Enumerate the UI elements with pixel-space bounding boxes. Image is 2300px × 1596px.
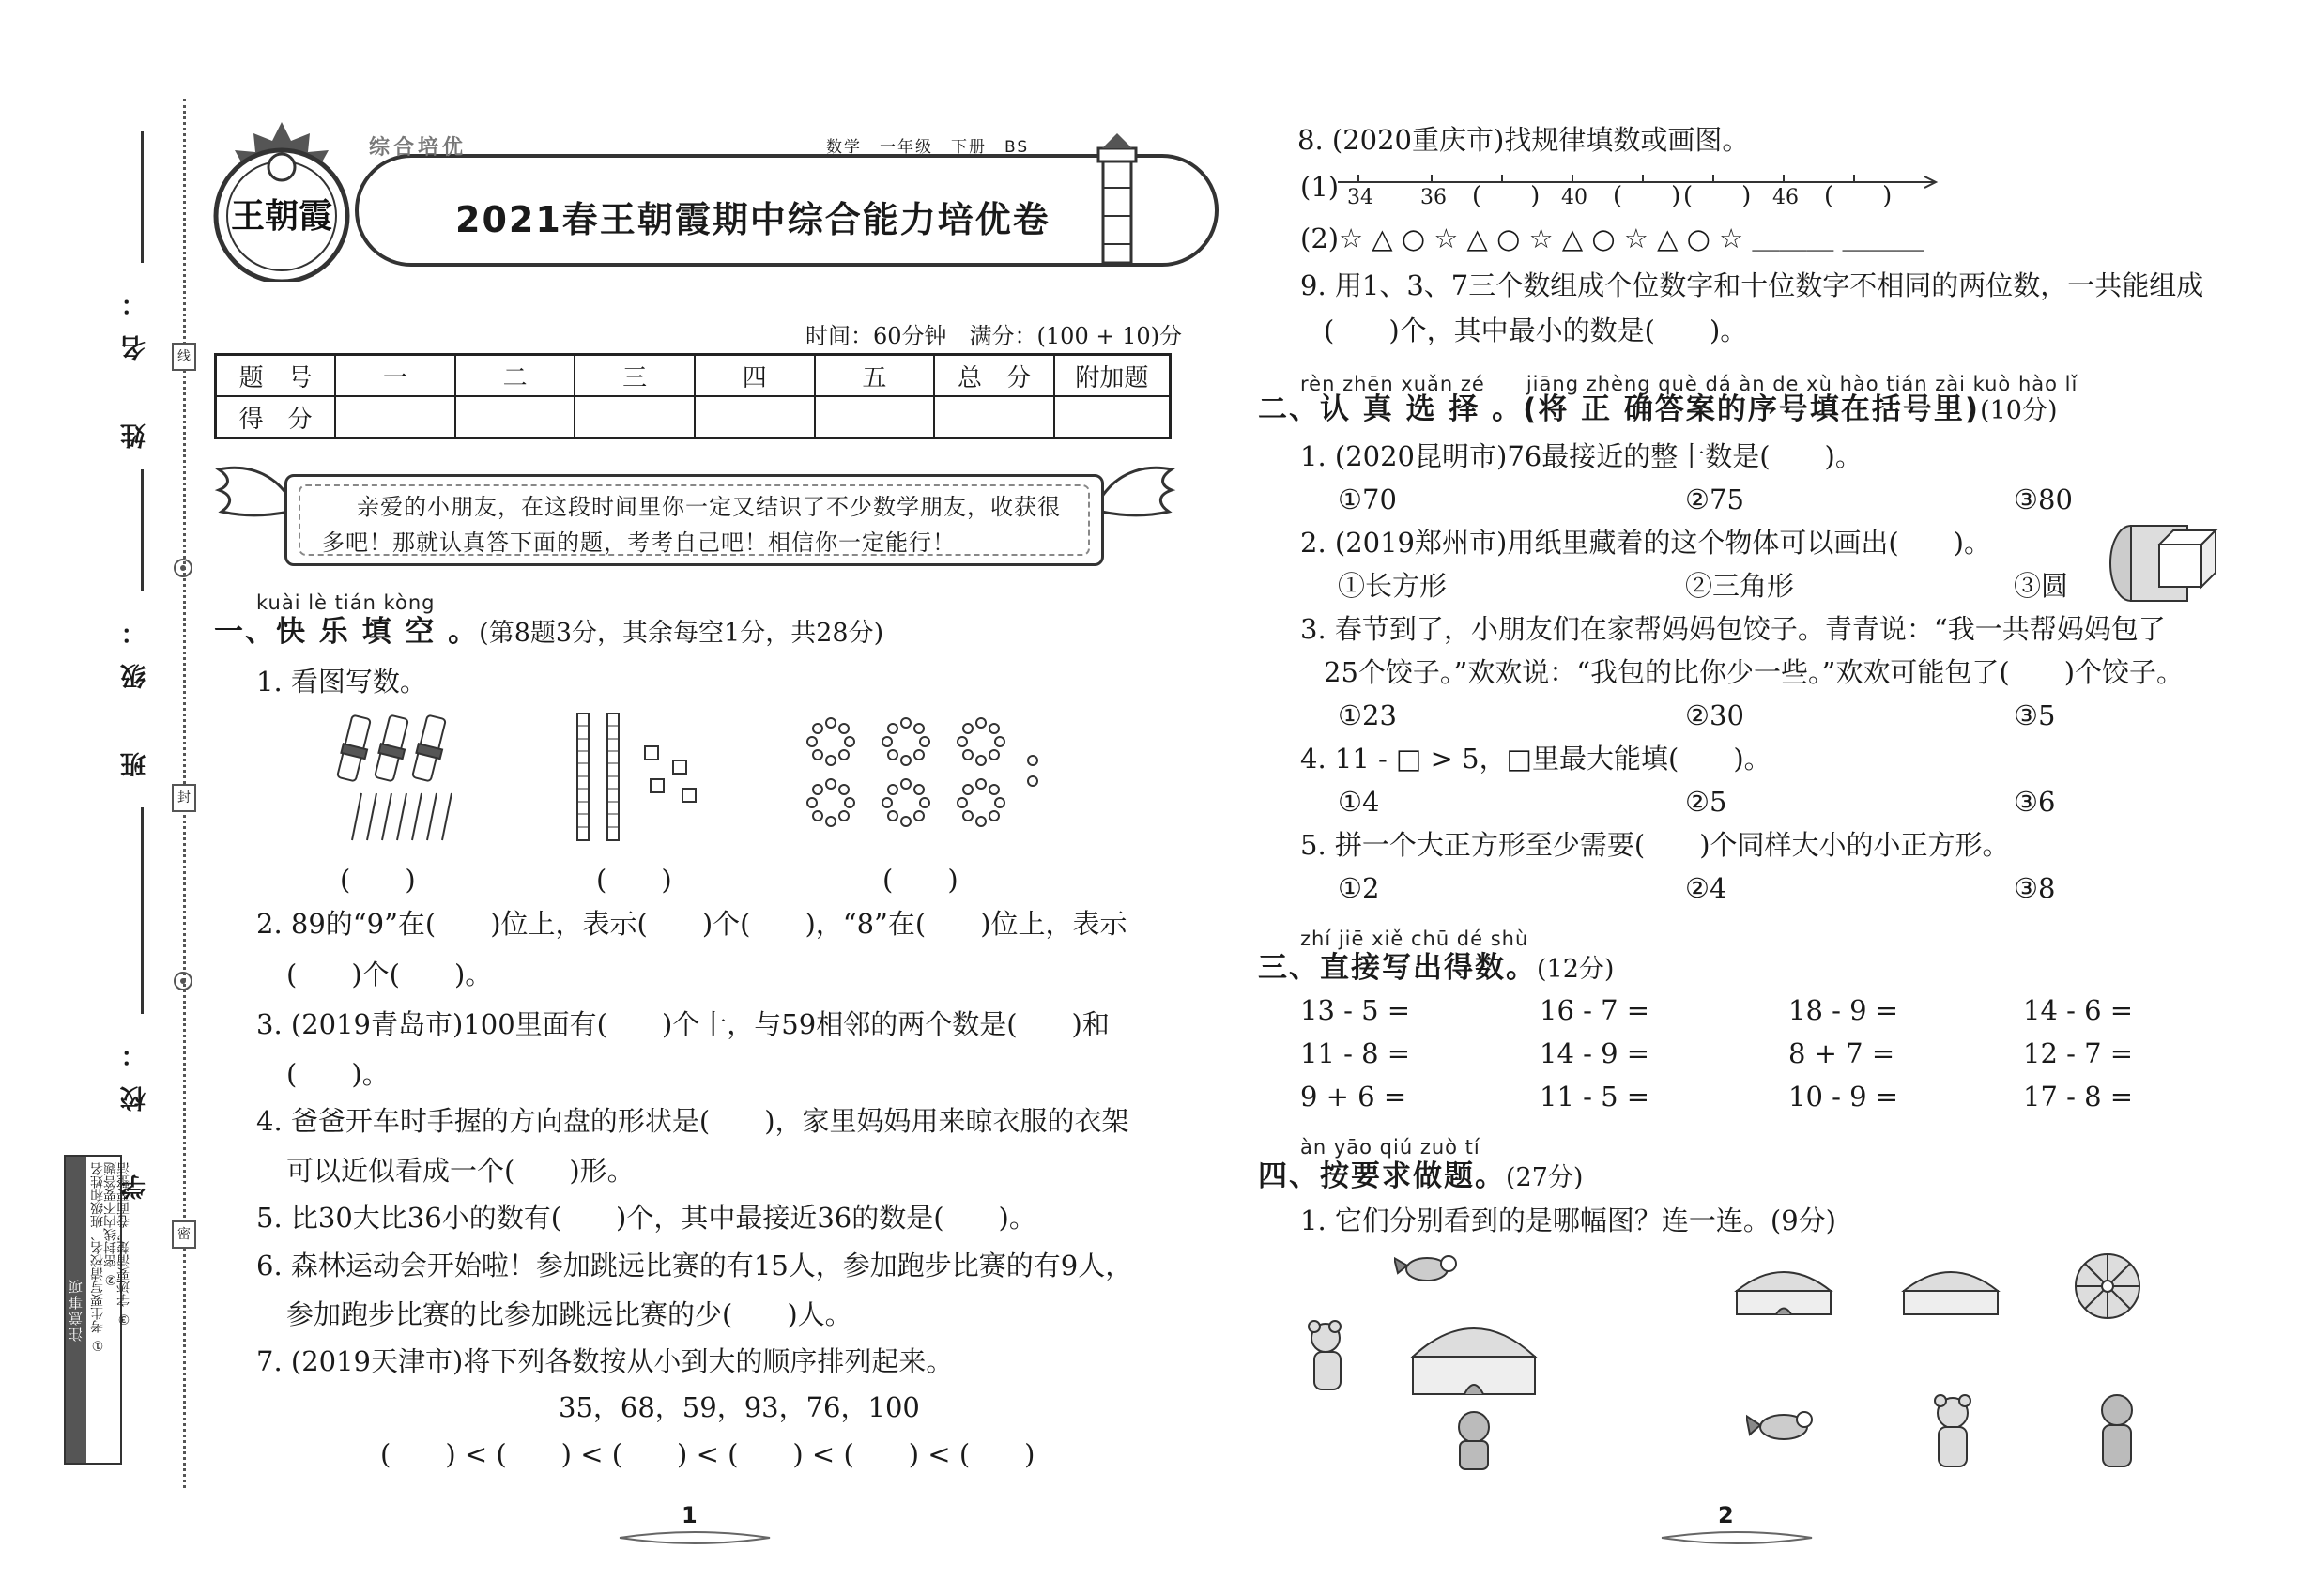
score-cell[interactable]: [815, 396, 935, 438]
tick-blank[interactable]: ( ): [1613, 182, 1681, 210]
tick-blank[interactable]: ( ): [1472, 182, 1541, 210]
score-header: 四: [695, 355, 815, 397]
answer-blank[interactable]: ( ): [882, 864, 958, 896]
question-9-cont: ( )个，其中最小的数是( )。: [1324, 315, 1748, 346]
section-1-title: 一、快 乐 填 空 。(第8题3分，其余每空1分，共28分): [214, 615, 884, 649]
name-field[interactable]: [141, 131, 144, 263]
section-2-title: 二、认 真 选 择 。(将 正 确答案的序号填在括号里)(10分): [1258, 392, 2058, 426]
notes-title: 注意事项: [66, 1157, 86, 1463]
score-cell[interactable]: [934, 396, 1054, 438]
page-number: 2: [1718, 1502, 1734, 1528]
score-cell[interactable]: [695, 396, 815, 438]
school-field[interactable]: [141, 807, 144, 1014]
note-item: ③ 字迹要清楚，卷面要整洁: [116, 1162, 131, 1327]
section-3-title: 三、直接写出得数。(12分): [1258, 951, 1615, 985]
section-points: (12分): [1537, 955, 1615, 984]
choice-2: 2. (2019郑州市)用纸里藏着的这个物体可以画出( )。: [1300, 527, 1991, 559]
school-label: 学 校：: [121, 1023, 150, 1200]
score-table: [214, 353, 1172, 439]
question-2: 2. 89的“9”在( )位上，表示( )个( )，“8”在( )位上，表示: [256, 908, 1127, 940]
calc-item[interactable]: 13 - 5 =: [1300, 994, 1411, 1026]
option[interactable]: ③圆: [2014, 570, 2069, 602]
calc-item[interactable]: 17 - 8 =: [2023, 1081, 2134, 1113]
logo-text: 王朝霞: [230, 196, 333, 236]
option[interactable]: ②4: [1685, 872, 1727, 904]
question-4: 4. 爸爸开车时手握的方向盘的形状是( )，家里妈妈用来晾衣服的衣架: [256, 1105, 1129, 1137]
option[interactable]: ②三角形: [1685, 570, 1795, 602]
class-field[interactable]: [141, 469, 144, 591]
option[interactable]: ③80: [2014, 483, 2073, 515]
tick-blank[interactable]: ( ): [1824, 182, 1893, 210]
time-score: 时间：60分钟 满分：(100 + 10)分: [805, 323, 1182, 349]
answer-blank[interactable]: ( ): [340, 864, 416, 896]
question-3: 3. (2019青岛市)100里面有( )个十，与59相邻的两个数是( )和: [256, 1008, 1110, 1040]
option[interactable]: ③5: [2014, 699, 2056, 731]
yurt-back-view: [1894, 1253, 2007, 1319]
score-cell[interactable]: [1054, 396, 1171, 438]
left-wing-icon: [214, 460, 294, 545]
section-points: (第8题3分，其余每空1分，共28分): [479, 619, 884, 648]
choice-3: 3. 春节到了，小朋友们在家帮妈妈包饺子。青青说：“我一共帮妈妈包了: [1300, 613, 2166, 645]
bird-icon: [1746, 1399, 1821, 1455]
note-item: ① 考生要写清校名、班级和姓名: [90, 1162, 105, 1353]
question-1: 1. 看图写数。: [256, 666, 427, 698]
tick-label: 46: [1772, 186, 1799, 209]
sequence-label: (1): [1300, 171, 1340, 203]
section-pinyin: zhí jiē xiě chū dé shù: [1300, 928, 1529, 950]
question-9: 9. 用1、3、7三个数组成个位数字和十位数字不相同的两位数，一共能组成: [1300, 269, 2204, 301]
stick-bundles-figure: [333, 709, 483, 850]
calc-item[interactable]: 10 - 9 =: [1788, 1081, 1899, 1113]
choice-3-cont: 25个饺子。”欢欢说：“我包的比你少一些。”欢欢可能包了( )个饺子。: [1324, 656, 2185, 688]
tens-rods-figure: [568, 709, 728, 850]
tick-label: 40: [1561, 186, 1587, 209]
score-cell[interactable]: [335, 396, 455, 438]
section-4-title: 四、按要求做题。(27分): [1258, 1159, 1584, 1193]
page-ornament: [610, 1528, 779, 1547]
option[interactable]: ①23: [1338, 699, 1397, 731]
bear-icon: [1920, 1389, 1986, 1474]
child-icon: [2089, 1389, 2145, 1474]
option[interactable]: ②30: [1685, 699, 1744, 731]
option[interactable]: ③8: [2014, 872, 2056, 904]
ordering-blanks[interactable]: ( ) < ( ) < ( ) < ( ) < ( ) < ( ): [380, 1438, 1035, 1470]
question-6: 6. 森林运动会开始啦！参加跳远比赛的有15人，参加跑步比赛的有9人，: [256, 1250, 1133, 1281]
option[interactable]: ①70: [1338, 483, 1397, 515]
calc-item[interactable]: 18 - 9 =: [1788, 994, 1899, 1026]
hidden-cube-icon: [2103, 521, 2225, 606]
section-pinyin: àn yāo qiú zuò tí: [1300, 1136, 1480, 1159]
choice-1: 1. (2020昆明市)76最接近的整十数是( )。: [1300, 440, 1863, 472]
calc-item[interactable]: 8 + 7 =: [1788, 1037, 1895, 1069]
calc-item[interactable]: 14 - 9 =: [1540, 1037, 1650, 1069]
option[interactable]: ①2: [1338, 872, 1380, 904]
score-header: 五: [815, 355, 935, 397]
option[interactable]: ②75: [1685, 483, 1744, 515]
section-points: (27分): [1506, 1163, 1584, 1192]
question-d1: 1. 它们分别看到的是哪幅图？连一连。(9分): [1300, 1205, 1836, 1236]
choice-5: 5. 拼一个大正方形至少需要( )个同样大小的小正方形。: [1300, 829, 2010, 861]
paper-title: 2021春王朝霞期中综合能力培优卷: [455, 199, 1050, 240]
yurt-side-view: [1727, 1253, 1840, 1319]
class-label: 班 级：: [121, 601, 150, 777]
notice-line: 亲爱的小朋友，在这段时间里你一定又结识了不少数学朋友，收获很: [357, 494, 1061, 520]
question-3-cont: ( )。: [286, 1058, 390, 1090]
calc-item[interactable]: 9 + 6 =: [1300, 1081, 1407, 1113]
question-4-cont: 可以近似看成一个( )形。: [286, 1155, 635, 1187]
choice-4: 4. 11 - □ > 5，□里最大能填( )。: [1300, 743, 1771, 775]
section-pinyin: rèn zhēn xuǎn zé jiāng zhèng què dá àn de xù hào tián zài kuò hào lǐ: [1300, 373, 2078, 395]
score-cell[interactable]: [455, 396, 575, 438]
tick-blank[interactable]: ( ): [1683, 182, 1752, 210]
calc-item[interactable]: 11 - 8 =: [1300, 1037, 1411, 1069]
name-label: 姓 名：: [121, 272, 150, 449]
section-points: (10分): [1980, 396, 2058, 425]
question-6-cont: 参加跑步比赛的比参加跳远比赛的少( )人。: [286, 1298, 852, 1330]
seal-mark-seal: 封: [172, 784, 196, 812]
page-number: 1: [682, 1502, 698, 1528]
notes-box: [64, 1155, 131, 1465]
subject-info: 数学 一年级 下册 BS: [826, 138, 1030, 157]
calc-item[interactable]: 12 - 7 =: [2023, 1037, 2134, 1069]
tick-label: 34: [1347, 186, 1373, 209]
bead-rings-figure: [803, 714, 1056, 836]
calc-item[interactable]: 11 - 5 =: [1540, 1081, 1650, 1113]
score-header: 三: [575, 355, 695, 397]
calc-item[interactable]: 14 - 6 =: [2023, 994, 2134, 1026]
note-item: ② 密封线内不要答题: [103, 1162, 118, 1287]
answer-blank[interactable]: ( ): [596, 864, 672, 896]
right-wing-icon: [1096, 460, 1176, 545]
calc-item[interactable]: 16 - 7 =: [1540, 994, 1650, 1026]
binding-hole-icon: [169, 967, 197, 995]
tick-label: 36: [1420, 186, 1447, 209]
score-row-label: 得 分: [216, 396, 336, 438]
score-header: 总 分: [934, 355, 1054, 397]
bear-icon: [1305, 1319, 1371, 1404]
yurt-top-view: [2070, 1249, 2145, 1324]
option[interactable]: ①4: [1338, 786, 1380, 818]
publisher-logo: [197, 113, 366, 282]
page-ornament: [1652, 1528, 1821, 1547]
score-header: 题 号: [216, 355, 336, 397]
question-8: 8. (2020重庆市)找规律填数或画图。: [1297, 124, 1750, 156]
score-header: 附加题: [1054, 355, 1171, 397]
section-pinyin: kuài lè tián kòng: [256, 591, 436, 614]
seal-mark-secret: 密: [172, 1220, 196, 1249]
score-cell[interactable]: [575, 396, 695, 438]
scene-figure: [1394, 1249, 1563, 1474]
shape-pattern: (2)☆ △ ○ ☆ △ ○ ☆ △ ○ ☆ △ ○ ☆ ＿＿＿ ＿＿＿: [1300, 223, 1924, 254]
option[interactable]: ③6: [2014, 786, 2056, 818]
score-header: 一: [335, 355, 455, 397]
lighthouse-icon: [1080, 131, 1155, 272]
binding-hole-icon: [169, 554, 197, 582]
score-header: 二: [455, 355, 575, 397]
notice-line: 多吧！那就认真答下面的题，考考自己吧！相信你一定能行！: [322, 529, 956, 556]
brand-label: 综合培优: [369, 136, 468, 160]
question-2-cont: ( )个( )。: [286, 959, 493, 990]
option[interactable]: ①长方形: [1338, 570, 1448, 602]
question-7: 7. (2019天津市)将下列各数按从小到大的顺序排列起来。: [256, 1345, 954, 1377]
seal-mark-line: 线: [172, 343, 196, 371]
option[interactable]: ②5: [1685, 786, 1727, 818]
question-5: 5. 比30大比36小的数有( )个，其中最接近36的数是( )。: [256, 1202, 1036, 1234]
number-list: 35，68，59，93，76，100: [559, 1391, 920, 1423]
